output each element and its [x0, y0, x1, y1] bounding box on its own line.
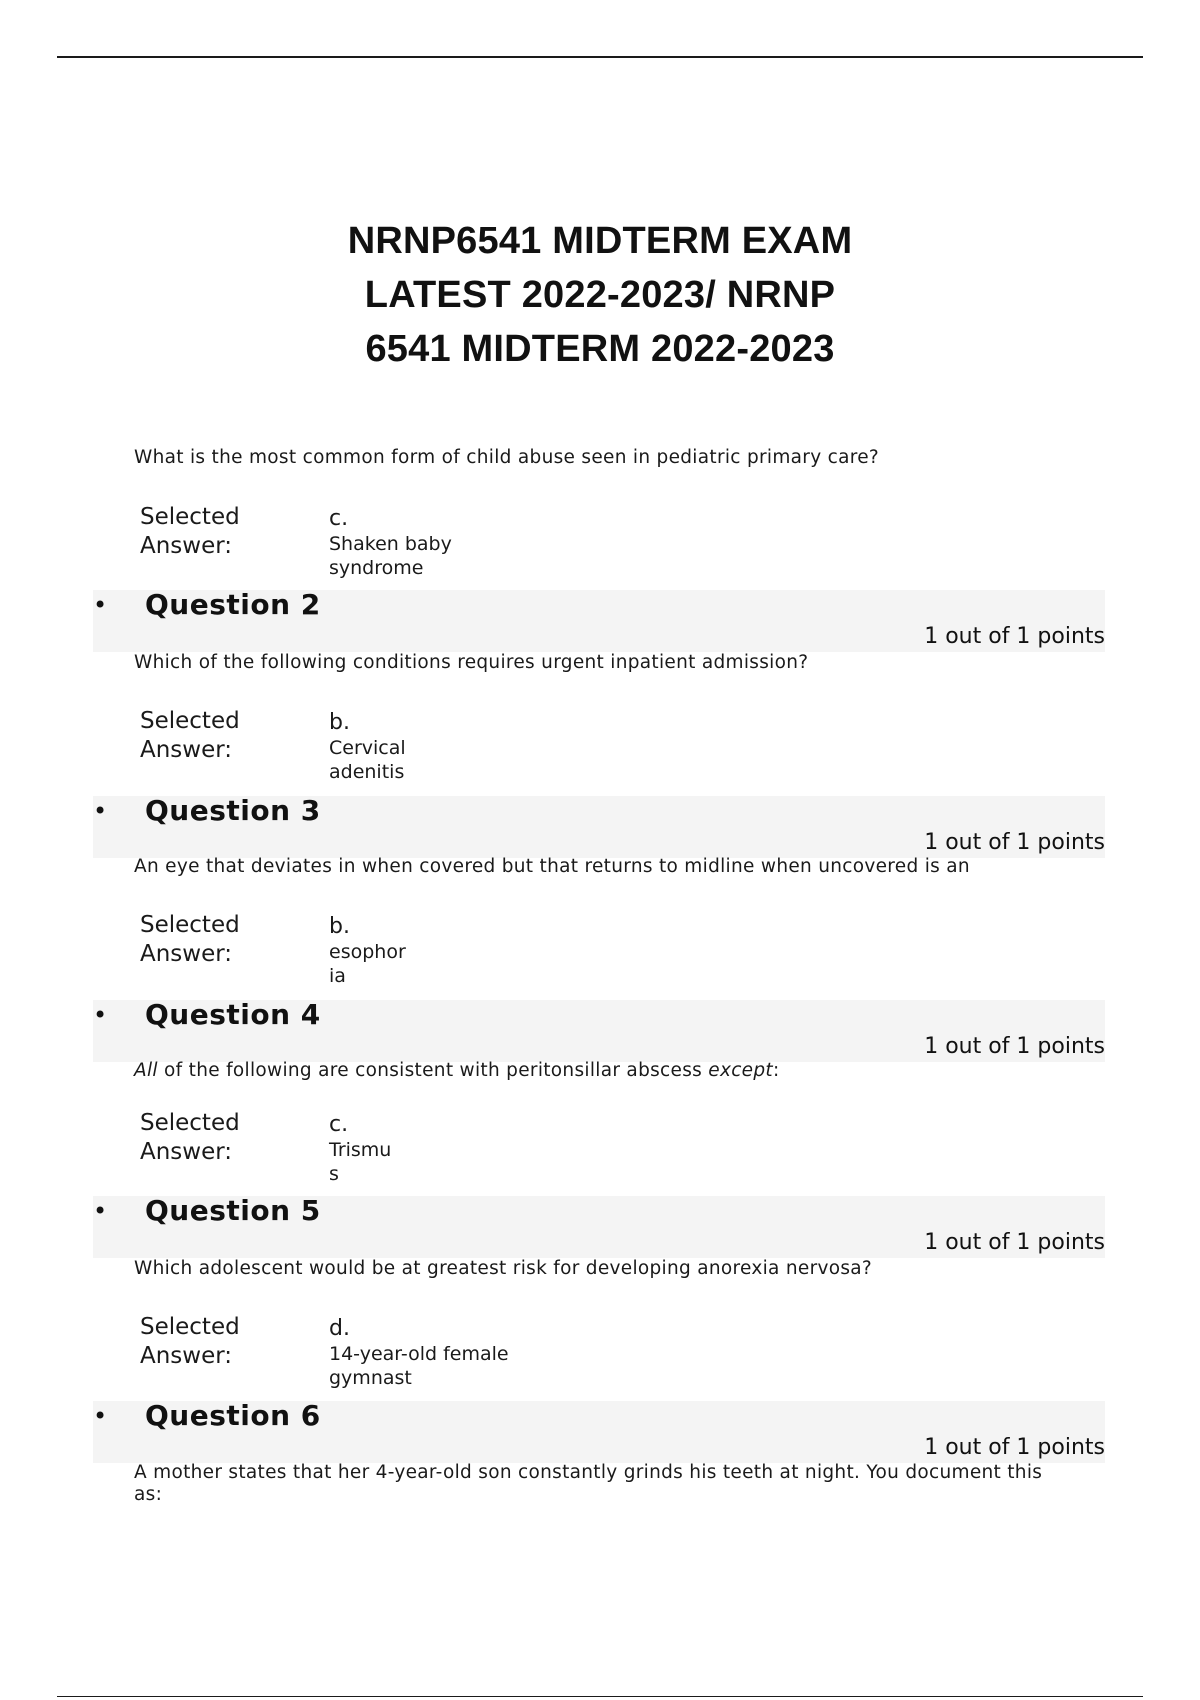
answer-text: Shaken baby syndrome — [329, 533, 452, 579]
question-2-bullet: • — [93, 591, 108, 619]
question-6-heading: Question 6 — [145, 1399, 321, 1432]
question-1-selected-answer — [329, 506, 452, 580]
question-3-points: 1 out of 1 points — [924, 830, 1105, 855]
question-4-bullet: • — [93, 1001, 108, 1029]
answer-letter: c. — [329, 1112, 349, 1137]
title-line-2: LATEST 2022-2023/ NRNP — [364, 274, 836, 316]
question-1-text: What is the most common form of child abuse seen in pediatric primary care? — [134, 447, 880, 468]
answer-text: Trismu s — [329, 1139, 392, 1185]
question-4-emphasis-except: except — [708, 1060, 773, 1081]
question-2-points: 1 out of 1 points — [924, 624, 1105, 649]
question-3-heading: Question 3 — [145, 794, 321, 827]
answer-letter: b. — [329, 710, 350, 735]
top-rule — [57, 56, 1143, 58]
question-5-selected-label: Selected Answer: — [140, 1314, 240, 1369]
answer-text: esophor ia — [329, 941, 406, 987]
question-1-selected-label: Selected Answer: — [140, 504, 240, 559]
title-line-1: NRNP6541 MIDTERM EXAM — [347, 220, 853, 262]
question-6-points: 1 out of 1 points — [924, 1435, 1105, 1460]
question-3-bullet: • — [93, 797, 108, 825]
question-3-selected-answer — [329, 914, 406, 988]
document-title — [300, 214, 900, 376]
question-4-selected-label: Selected Answer: — [140, 1110, 240, 1165]
question-5-bullet: • — [93, 1197, 108, 1225]
question-3-text: An eye that deviates in when covered but that returns to midline when uncovered is an — [134, 856, 970, 877]
question-3-selected-label: Selected Answer: — [140, 912, 240, 967]
bottom-rule — [57, 1696, 1143, 1697]
question-4-points: 1 out of 1 points — [924, 1034, 1105, 1059]
question-4-selected-answer — [329, 1112, 391, 1186]
question-2-selected-label: Selected Answer: — [140, 708, 240, 763]
question-5-points: 1 out of 1 points — [924, 1230, 1105, 1255]
question-5-text: Which adolescent would be at greatest risk for developing anorexia nervosa? — [134, 1258, 873, 1279]
answer-text: Cervical adenitis — [329, 737, 406, 783]
question-2-selected-answer — [329, 710, 406, 784]
answer-letter: c. — [329, 506, 349, 531]
answer-letter: b. — [329, 914, 350, 939]
question-6-text: A mother states that her 4-year-old son constantly grinds his teeth at night. You document this as: — [134, 1462, 1043, 1505]
question-4-text: All of the following are consistent with peritonsillar abscess except: — [134, 1060, 780, 1081]
question-5-heading: Question 5 — [145, 1194, 321, 1227]
question-2-heading: Question 2 — [145, 588, 321, 621]
answer-text: 14-year-old female gymnast — [329, 1343, 509, 1389]
question-2-text: Which of the following conditions requires urgent inpatient admission? — [134, 652, 809, 673]
answer-letter: d. — [329, 1316, 350, 1341]
question-4-emphasis-all: All — [134, 1060, 158, 1081]
question-5-selected-answer — [329, 1316, 509, 1390]
question-4-heading: Question 4 — [145, 998, 321, 1031]
title-line-3: 6541 MIDTERM 2022-2023 — [365, 328, 835, 370]
question-6-bullet: • — [93, 1402, 108, 1430]
